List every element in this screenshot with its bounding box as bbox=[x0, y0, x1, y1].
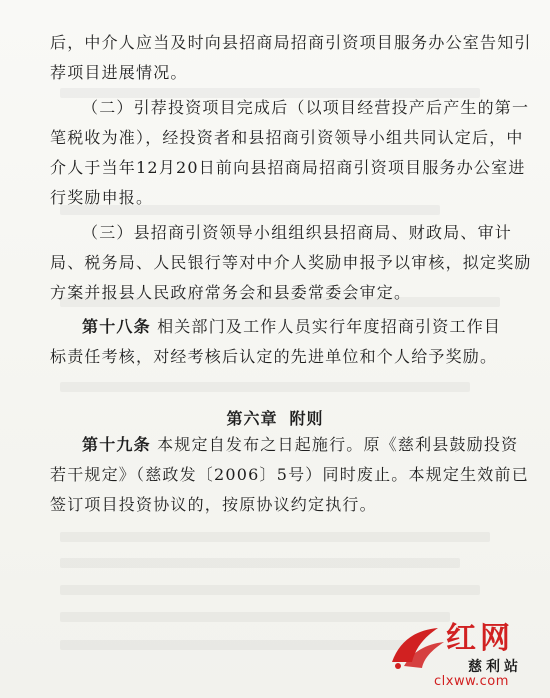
watermark-station: 慈利站 bbox=[468, 659, 522, 675]
chapter-heading bbox=[0, 406, 550, 429]
site-watermark bbox=[386, 622, 536, 692]
text-line: （二）引荐投资项目完成后（以项目经营投产后产生的第一 bbox=[82, 98, 530, 117]
article-19 bbox=[50, 430, 529, 520]
bleed-through-line bbox=[60, 612, 450, 622]
text-line: 局、税务局、人民银行等对中介人奖励申报予以审核，拟定奖励 bbox=[50, 253, 532, 272]
watermark-url: clxww.com bbox=[434, 674, 509, 689]
paragraph-reward-application bbox=[50, 93, 530, 213]
text-line: 笔税收为准），经投资者和县招商引资领导小组共同认定后，中 bbox=[50, 128, 524, 147]
text-line: 行奖励申报。 bbox=[50, 188, 154, 207]
text-line: （三）县招商引资领导小组组织县招商局、财政局、审计 bbox=[82, 223, 513, 242]
article-label: 第十九条 bbox=[82, 435, 151, 454]
chapter-number: 第六章 bbox=[226, 409, 278, 428]
paragraph-review bbox=[50, 218, 532, 308]
text-line: 荐项目进展情况。 bbox=[50, 63, 188, 82]
paragraph-continuation bbox=[50, 28, 532, 88]
text-line: 标责任考核，对经考核后认定的先进单位和个人给予奖励。 bbox=[50, 347, 498, 366]
article-text: 相关部门及工作人员实行年度招商引资工作目 bbox=[150, 317, 502, 336]
bleed-through-line bbox=[60, 585, 480, 595]
chapter-title: 附则 bbox=[289, 409, 324, 428]
text-line: 后，中介人应当及时向县招商局招商引资项目服务办公室告知引 bbox=[50, 33, 532, 52]
article-18 bbox=[50, 312, 518, 372]
bleed-through-line bbox=[60, 532, 490, 542]
text-line: 若干规定》（慈政发〔2006〕5号）同时废止。本规定生效前已 bbox=[50, 465, 529, 484]
text-line: 方案并报县人民政府常务会和县委常委会审定。 bbox=[50, 283, 412, 302]
text-line bbox=[50, 430, 518, 460]
hongwang-logo-icon bbox=[386, 622, 448, 672]
article-text: 本规定自发布之日起施行。原《慈利县鼓励投资 bbox=[150, 435, 519, 454]
bleed-through-line bbox=[60, 382, 470, 392]
article-label: 第十八条 bbox=[82, 317, 151, 336]
text-line: 介人于当年12月20日前向县招商局招商引资项目服务办公室进 bbox=[50, 158, 526, 177]
bleed-through-line bbox=[60, 558, 460, 568]
text-line bbox=[50, 312, 518, 342]
watermark-site-name: 红网 bbox=[446, 621, 514, 656]
bleed-through-line bbox=[60, 640, 410, 650]
text-line: 签订项目投资协议的，按原协议约定执行。 bbox=[50, 495, 377, 514]
